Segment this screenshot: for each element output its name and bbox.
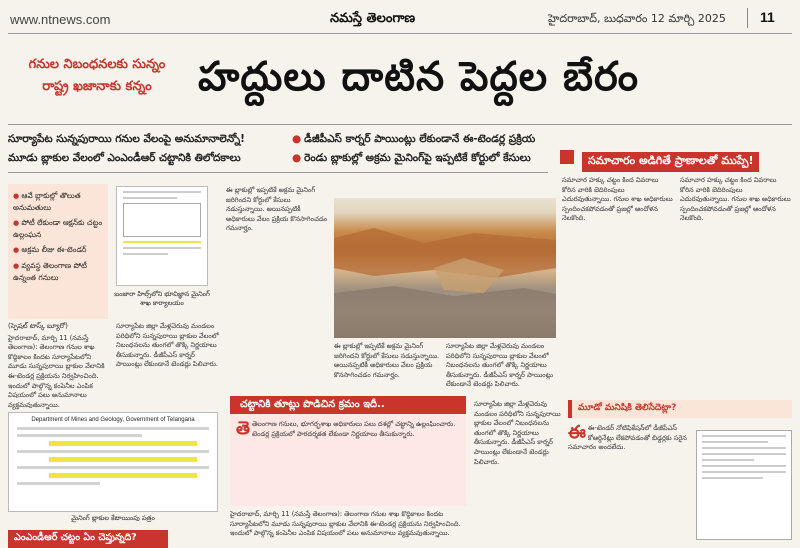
subhead-left-2: మూడు బ్లాకుల వేలంలో ఎంఎండీఆర్ చట్టానికి తిలోదకాలు — [8, 152, 241, 164]
mid-box-heading-bar — [230, 396, 466, 414]
mid-box — [230, 414, 466, 506]
dropcap: తె — [236, 418, 251, 439]
article-body-col2: సూర్యాపేట జిల్లా మేళ్లచెరువు మండలం పరిధిలోని సున్నపురాయి బ్లాకుల వేలంలో నిబంధనలను తుంగలో తొక్కి నిర్ణయాలు తీసుకున్నారు. డీజీపీఎస్ కార్నర్ పాయింట్లు లేకుండానే టెండర్లు పిలిచారు. — [116, 322, 219, 369]
article-column-1 — [8, 322, 110, 409]
bottom-left-heading-bar — [8, 530, 168, 548]
document-caption: బంజారా హిల్స్‌లోని భూవిజ్ఞాన మైనింగ్ శాఖ కార్యాలయం — [114, 290, 210, 307]
right-box-text: ఈఈ-టెండర్ నోటిఫికేషన్‌లో డీజీపీఎస్ కోఆర్డినేట్లు లేకపోవడంతో బిడ్డర్లకు సరైన సమాచారం అందలేదు. — [568, 422, 687, 452]
right-document-photo — [696, 430, 792, 540]
mid-right-column: సూర్యాపేట జిల్లా మేళ్లచెరువు మండలం పరిధిలోని సున్నపురాయి బ్లాకుల వేలంలో నిబంధనలను తుంగలో తొక్కి నిర్ణయాలు తీసుకున్నారు. డీజీపీఎస్ కార్నర్ పాయింట్లు లేకుండానే టెండర్లు పిలిచారు. — [474, 400, 561, 466]
article-body-col3: ఈ బ్లాకుల్లో ఇప్పటికే అక్రమ మైనింగ్ జరిగిందని కోర్టులో కేసులు నడుస్తున్నాయి. అయినప్పటికీ అధికారులు వేలం ప్రక్రియ కొనసాగించడం గమనార్హం. — [226, 186, 328, 233]
allocation-caption: మైనింగ్ బ్లాకుల కేటాయింపు పత్రం — [71, 514, 155, 522]
highlight-item: ● ఆవే బ్లాకుల్లో తొలుత అనుమతులు — [13, 190, 103, 213]
kicker-line-1: గనుల నిబంధనలకు సున్నం — [28, 57, 166, 72]
dropcap: ఈ — [568, 422, 586, 443]
sidebar-column-2: సమాచార హక్కు చట్టం కింద వివరాలు కోరిన వారికి బెదిరింపులు ఎదురవుతున్నాయి. గనుల శాఖ అధికారులు స్పందించకపోవడంతో ప్రజల్లో ఆందోళన నెలకొంది. — [680, 176, 791, 223]
website-url: www.ntnews.com — [10, 12, 111, 27]
article-body-left: హైదరాబాద్, మార్చి 11 (నమస్తే తెలంగాణ): తెలంగాణ గనుల శాఖ కొద్దికాలం కిందట సూర్యాపేటలోని మూడు సున్నపురాయి బ్లాకుల వేలానికి ఈ-టెండర్ల ప్రక్రియను నిర్వహించింది. ఇందులో పాల్గొన్న కంపెనీల ఎంపిక విషయంలో పలు అనుమానాలు వ్యక్తమవుతున్నాయి. — [8, 333, 105, 409]
bottom-left-heading: ఎంఎండీఆర్ చట్టం ఏం చెప్తున్నది? — [14, 532, 137, 543]
sidebar-text: సమాచార హక్కు చట్టం కింద వివరాలు కోరిన వారికి బెదిరింపులు ఎదురవుతున్నాయి. గనుల శాఖ అధికారులు స్పందించకపోవడంతో ప్రజల్లో ఆందోళన నెలకొంది. — [562, 176, 673, 223]
headline-rule — [8, 124, 792, 125]
allocation-document-photo — [8, 412, 218, 512]
right-box-heading: మూడో మనిషికి తెలిసేదెట్లా? — [578, 403, 677, 413]
article-column-2 — [116, 322, 220, 400]
article-column-3 — [226, 186, 330, 386]
headline: హద్దులు దాటిన పెద్దల బేరం — [198, 54, 639, 100]
top-rule — [8, 33, 792, 34]
highlights-box — [8, 184, 108, 319]
mine-photo-art — [334, 198, 556, 338]
page-number: 11 — [760, 9, 775, 25]
mid-box-heading: చట్టానికి తూట్లు పొడిచిన క్రమం ఇదీ.. — [240, 399, 385, 410]
photo-caption-column: ఈ బ్లాకుల్లో ఇప్పటికే అక్రమ మైనింగ్ జరిగిందని కోర్టులో కేసులు నడుస్తున్నాయి. అయినప్పటికీ అధికారులు వేలం ప్రక్రియ కొనసాగించడం గమనార్హం. — [334, 342, 440, 379]
mid-box-text: తెతెలంగాణ గనులు, భూగర్భశాఖ అధికారులు పలు దశల్లో చట్టాన్ని ఉల్లంఘించారు. టెండర్ల ప్రక్రియలో పారదర్శకత లేకుండా నిర్ణయాలు తీసుకున్నారు. — [236, 418, 456, 439]
highlight-item: ● అక్రమ లీజు ఈ-టెండర్ — [13, 244, 103, 256]
subhead-mid-1: ● డీజీపీఎస్ కార్నర్ పాయింట్లు లేకుండానే ఈ-టెండర్ల ప్రక్రియ — [292, 133, 536, 145]
mine-photo — [334, 198, 556, 338]
photo-caption-column-2: సూర్యాపేట జిల్లా మేళ్లచెరువు మండలం పరిధిలోని సున్నపురాయి బ్లాకుల వేలంలో నిబంధనలను తుంగలో తొక్కి నిర్ణయాలు తీసుకున్నారు. డీజీపీఎస్ కార్నర్ పాయింట్లు లేకుండానే టెండర్లు పిలిచారు. — [446, 342, 554, 389]
subhead-left-1: సూర్యాపేట సున్నపురాయి గనుల వేలంపై అనుమానాలెన్నో! — [8, 133, 245, 145]
masthead — [0, 0, 800, 44]
paper-name: నమస్తే తెలంగాణ — [330, 11, 416, 26]
subhead-mid-2: ● రెండు బ్లాకుల్లో అక్రమ మైనింగ్‌పై ఇప్పటికే కోర్టులో కేసులు — [292, 152, 531, 164]
highlight-item: ● పోటీ లేకుండా ఆక్షన్‌కు చట్టం ఉల్లంఘన — [13, 217, 103, 240]
document-photo — [116, 186, 208, 286]
page-separator — [747, 8, 748, 28]
mid-lower-text: హైదరాబాద్, మార్చి 11 (నమస్తే తెలంగాణ): తెలంగాణ గనుల శాఖ కొద్దికాలం కిందట సూర్యాపేటలోని మూడు సున్నపురాయి బ్లాకుల వేలానికి ఈ-టెండర్ల ప్రక్రియను నిర్వహించింది. ఇందులో పాల్గొన్న కంపెనీల ఎంపిక విషయంలో పలు అనుమానాలు వ్యక్తమవుతున్నాయి. — [230, 510, 461, 538]
sidebar-column-1 — [562, 176, 674, 390]
kicker — [8, 54, 186, 98]
kicker-line-2: రాష్ట్ర ఖజానాకు కన్నం — [42, 79, 152, 94]
issue-date: హైదరాబాద్, బుధవారం 12 మార్చి 2025 — [548, 12, 726, 25]
sidebar-heading-bar — [556, 148, 792, 170]
right-box-heading-bar — [568, 400, 792, 418]
sidebar-heading: సమాచారం అడిగితే ప్రాణాలతో ముప్పే! — [582, 152, 759, 172]
subhead-rule — [8, 172, 548, 173]
byline: (స్పెషల్ టాస్క్ బ్యూరో) — [8, 322, 68, 330]
allocation-document-title: Department of Mines and Geology, Government of Telangana — [31, 417, 195, 423]
highlight-item: ● వ్యవస్థ తెలంగాణ పోటీ ఉన్నంత గనులు — [13, 260, 103, 283]
